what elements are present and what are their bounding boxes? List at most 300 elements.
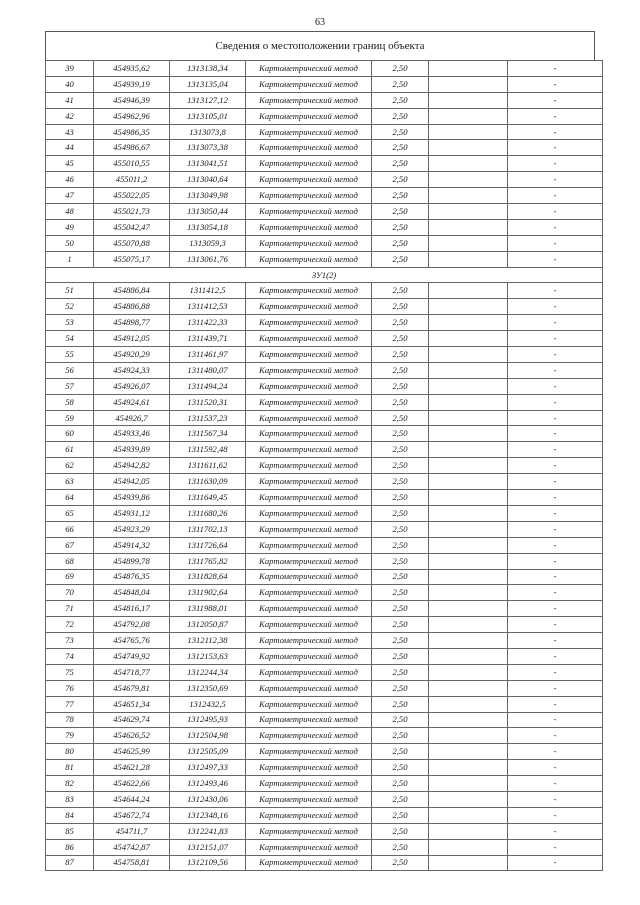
coordinate-y-cell: 1311702,13 xyxy=(170,521,246,537)
page-number: 63 xyxy=(315,17,325,28)
coordinate-y-cell: 1313061,76 xyxy=(170,251,246,267)
coordinate-x-cell: 454758,81 xyxy=(94,855,170,871)
point-number-cell: 61 xyxy=(46,442,94,458)
method-cell: Картометрический метод xyxy=(246,61,372,77)
coordinate-x-cell: 454622,66 xyxy=(94,776,170,792)
empty-cell xyxy=(429,426,508,442)
point-number-cell: 68 xyxy=(46,553,94,569)
coordinate-x-cell: 454986,67 xyxy=(94,140,170,156)
method-cell: Картометрический метод xyxy=(246,76,372,92)
coordinate-x-cell: 454629,74 xyxy=(94,712,170,728)
empty-cell xyxy=(429,664,508,680)
method-cell: Картометрический метод xyxy=(246,855,372,871)
method-cell: Картометрический метод xyxy=(246,140,372,156)
empty-cell xyxy=(429,362,508,378)
description-cell: - xyxy=(508,791,603,807)
accuracy-cell: 2,50 xyxy=(372,442,429,458)
coordinate-x-cell: 454962,96 xyxy=(94,108,170,124)
empty-cell xyxy=(429,696,508,712)
point-number-cell: 82 xyxy=(46,776,94,792)
description-cell: - xyxy=(508,633,603,649)
table-row xyxy=(46,601,603,617)
accuracy-cell: 2,50 xyxy=(372,617,429,633)
description-cell: - xyxy=(508,537,603,553)
description-cell: - xyxy=(508,855,603,871)
point-number-cell: 75 xyxy=(46,664,94,680)
coordinate-x-cell: 454679,81 xyxy=(94,680,170,696)
method-cell: Картометрический метод xyxy=(246,251,372,267)
description-cell: - xyxy=(508,188,603,204)
point-number-cell: 63 xyxy=(46,474,94,490)
point-number-cell: 67 xyxy=(46,537,94,553)
accuracy-cell: 2,50 xyxy=(372,712,429,728)
point-number-cell: 42 xyxy=(46,108,94,124)
description-cell: - xyxy=(508,76,603,92)
point-number-cell: 85 xyxy=(46,823,94,839)
method-cell: Картометрический метод xyxy=(246,362,372,378)
table-row xyxy=(46,505,603,521)
accuracy-cell: 2,50 xyxy=(372,410,429,426)
table-row xyxy=(46,633,603,649)
point-number-cell: 74 xyxy=(46,648,94,664)
coordinate-x-cell: 455021,73 xyxy=(94,204,170,220)
description-cell: - xyxy=(508,505,603,521)
point-number-cell: 80 xyxy=(46,744,94,760)
coordinates-table xyxy=(45,60,603,871)
point-number-cell: 55 xyxy=(46,347,94,363)
description-cell: - xyxy=(508,474,603,490)
table-row xyxy=(46,617,603,633)
point-number-cell: 47 xyxy=(46,188,94,204)
coordinate-y-cell: 1311828,64 xyxy=(170,569,246,585)
description-cell: - xyxy=(508,410,603,426)
description-cell: - xyxy=(508,648,603,664)
table-row xyxy=(46,61,603,77)
empty-cell xyxy=(429,283,508,299)
coordinate-y-cell: 1313054,18 xyxy=(170,219,246,235)
empty-cell xyxy=(429,505,508,521)
method-cell: Картометрический метод xyxy=(246,124,372,140)
description-cell: - xyxy=(508,61,603,77)
coordinate-y-cell: 1312430,06 xyxy=(170,791,246,807)
coordinate-x-cell: 454939,86 xyxy=(94,490,170,506)
accuracy-cell: 2,50 xyxy=(372,251,429,267)
method-cell: Картометрический метод xyxy=(246,569,372,585)
accuracy-cell: 2,50 xyxy=(372,760,429,776)
description-cell: - xyxy=(508,283,603,299)
empty-cell xyxy=(429,791,508,807)
method-cell: Картометрический метод xyxy=(246,204,372,220)
accuracy-cell: 2,50 xyxy=(372,823,429,839)
description-cell: - xyxy=(508,140,603,156)
coordinate-y-cell: 1312497,33 xyxy=(170,760,246,776)
description-cell: - xyxy=(508,331,603,347)
empty-cell xyxy=(429,188,508,204)
table-row xyxy=(46,378,603,394)
coordinate-y-cell: 1313059,3 xyxy=(170,235,246,251)
accuracy-cell: 2,50 xyxy=(372,696,429,712)
accuracy-cell: 2,50 xyxy=(372,378,429,394)
coordinate-y-cell: 1311611,62 xyxy=(170,458,246,474)
point-number-cell: 69 xyxy=(46,569,94,585)
accuracy-cell: 2,50 xyxy=(372,92,429,108)
method-cell: Картометрический метод xyxy=(246,680,372,696)
coordinate-y-cell: 1311902,64 xyxy=(170,585,246,601)
point-number-cell: 58 xyxy=(46,394,94,410)
point-number-cell: 73 xyxy=(46,633,94,649)
coordinate-x-cell: 454923,29 xyxy=(94,521,170,537)
accuracy-cell: 2,50 xyxy=(372,728,429,744)
coordinate-x-cell: 454792,08 xyxy=(94,617,170,633)
coordinate-x-cell: 454711,7 xyxy=(94,823,170,839)
method-cell: Картометрический метод xyxy=(246,378,372,394)
table-row xyxy=(46,490,603,506)
point-number-cell: 43 xyxy=(46,124,94,140)
accuracy-cell: 2,50 xyxy=(372,569,429,585)
table-row xyxy=(46,807,603,823)
table-row xyxy=(46,219,603,235)
coordinate-x-cell: 454886,84 xyxy=(94,283,170,299)
point-number-cell: 46 xyxy=(46,172,94,188)
table-row xyxy=(46,92,603,108)
point-number-cell: 84 xyxy=(46,807,94,823)
coordinate-x-cell: 454939,89 xyxy=(94,442,170,458)
empty-cell xyxy=(429,442,508,458)
empty-cell xyxy=(429,521,508,537)
table-row xyxy=(46,331,603,347)
accuracy-cell: 2,50 xyxy=(372,648,429,664)
method-cell: Картометрический метод xyxy=(246,505,372,521)
table-row xyxy=(46,124,603,140)
method-cell: Картометрический метод xyxy=(246,728,372,744)
table-row xyxy=(46,410,603,426)
description-cell: - xyxy=(508,378,603,394)
coordinate-x-cell: 454914,32 xyxy=(94,537,170,553)
empty-cell xyxy=(429,553,508,569)
table-row xyxy=(46,855,603,871)
method-cell: Картометрический метод xyxy=(246,92,372,108)
method-cell: Картометрический метод xyxy=(246,188,372,204)
coordinate-y-cell: 1313105,01 xyxy=(170,108,246,124)
empty-cell xyxy=(429,617,508,633)
coordinate-x-cell: 454935,62 xyxy=(94,61,170,77)
method-cell: Картометрический метод xyxy=(246,776,372,792)
coordinate-y-cell: 1312495,93 xyxy=(170,712,246,728)
coordinate-x-cell: 454926,07 xyxy=(94,378,170,394)
coordinate-y-cell: 1311520,31 xyxy=(170,394,246,410)
point-number-cell: 48 xyxy=(46,204,94,220)
empty-cell xyxy=(429,585,508,601)
coordinate-y-cell: 1313127,12 xyxy=(170,92,246,108)
table-row xyxy=(46,76,603,92)
accuracy-cell: 2,50 xyxy=(372,108,429,124)
accuracy-cell: 2,50 xyxy=(372,680,429,696)
table-row xyxy=(46,474,603,490)
accuracy-cell: 2,50 xyxy=(372,839,429,855)
coordinate-y-cell: 1312241,83 xyxy=(170,823,246,839)
point-number-cell: 64 xyxy=(46,490,94,506)
coordinate-x-cell: 454621,28 xyxy=(94,760,170,776)
accuracy-cell: 2,50 xyxy=(372,855,429,871)
coordinate-x-cell: 455042,47 xyxy=(94,219,170,235)
coordinate-y-cell: 1313050,44 xyxy=(170,204,246,220)
accuracy-cell: 2,50 xyxy=(372,521,429,537)
accuracy-cell: 2,50 xyxy=(372,505,429,521)
coordinate-x-cell: 455075,17 xyxy=(94,251,170,267)
method-cell: Картометрический метод xyxy=(246,394,372,410)
coordinate-x-cell: 455022,05 xyxy=(94,188,170,204)
coordinate-x-cell: 454816,17 xyxy=(94,601,170,617)
table-row xyxy=(46,569,603,585)
empty-cell xyxy=(429,331,508,347)
accuracy-cell: 2,50 xyxy=(372,76,429,92)
empty-cell xyxy=(429,823,508,839)
coordinate-y-cell: 1312432,5 xyxy=(170,696,246,712)
coordinate-x-cell: 454672,74 xyxy=(94,807,170,823)
empty-cell xyxy=(429,235,508,251)
description-cell: - xyxy=(508,124,603,140)
table-row xyxy=(46,664,603,680)
coordinate-y-cell: 1312348,16 xyxy=(170,807,246,823)
point-number-cell: 49 xyxy=(46,219,94,235)
coordinate-x-cell: 454626,52 xyxy=(94,728,170,744)
table-row xyxy=(46,458,603,474)
table-row xyxy=(46,744,603,760)
description-cell: - xyxy=(508,490,603,506)
method-cell: Картометрический метод xyxy=(246,791,372,807)
point-number-cell: 50 xyxy=(46,235,94,251)
description-cell: - xyxy=(508,108,603,124)
coordinate-y-cell: 1313049,98 xyxy=(170,188,246,204)
coordinate-y-cell: 1312050,87 xyxy=(170,617,246,633)
coordinate-y-cell: 1311630,09 xyxy=(170,474,246,490)
coordinate-y-cell: 1311765,82 xyxy=(170,553,246,569)
empty-cell xyxy=(429,251,508,267)
point-number-cell: 57 xyxy=(46,378,94,394)
empty-cell xyxy=(429,410,508,426)
coordinate-y-cell: 1312244,34 xyxy=(170,664,246,680)
point-number-cell: 62 xyxy=(46,458,94,474)
accuracy-cell: 2,50 xyxy=(372,331,429,347)
table-row xyxy=(46,553,603,569)
coordinate-x-cell: 455010,55 xyxy=(94,156,170,172)
accuracy-cell: 2,50 xyxy=(372,458,429,474)
method-cell: Картометрический метод xyxy=(246,283,372,299)
method-cell: Картометрический метод xyxy=(246,601,372,617)
description-cell: - xyxy=(508,585,603,601)
coordinate-x-cell: 454765,76 xyxy=(94,633,170,649)
table-row xyxy=(46,394,603,410)
point-number-cell: 41 xyxy=(46,92,94,108)
coordinate-y-cell: 1311537,23 xyxy=(170,410,246,426)
table-row xyxy=(46,283,603,299)
point-number-cell: 79 xyxy=(46,728,94,744)
point-number-cell: 1 xyxy=(46,251,94,267)
point-number-cell: 78 xyxy=(46,712,94,728)
description-cell: - xyxy=(508,172,603,188)
empty-cell xyxy=(429,537,508,553)
coordinate-x-cell: 454931,12 xyxy=(94,505,170,521)
coordinate-y-cell: 1311439,71 xyxy=(170,331,246,347)
coordinate-y-cell: 1311680,26 xyxy=(170,505,246,521)
method-cell: Картометрический метод xyxy=(246,315,372,331)
method-cell: Картометрический метод xyxy=(246,585,372,601)
coordinate-x-cell: 454898,77 xyxy=(94,315,170,331)
point-number-cell: 53 xyxy=(46,315,94,331)
description-cell: - xyxy=(508,696,603,712)
description-cell: - xyxy=(508,92,603,108)
empty-cell xyxy=(429,172,508,188)
method-cell: Картометрический метод xyxy=(246,474,372,490)
table-row xyxy=(46,696,603,712)
table-row xyxy=(46,712,603,728)
accuracy-cell: 2,50 xyxy=(372,172,429,188)
method-cell: Картометрический метод xyxy=(246,490,372,506)
empty-cell xyxy=(429,680,508,696)
table-row xyxy=(46,728,603,744)
point-number-cell: 71 xyxy=(46,601,94,617)
empty-cell xyxy=(429,458,508,474)
coordinate-x-cell: 455070,88 xyxy=(94,235,170,251)
accuracy-cell: 2,50 xyxy=(372,585,429,601)
table-row xyxy=(46,235,603,251)
coordinate-y-cell: 1311726,64 xyxy=(170,537,246,553)
coordinate-x-cell: 454942,05 xyxy=(94,474,170,490)
coordinate-x-cell: 454848,04 xyxy=(94,585,170,601)
accuracy-cell: 2,50 xyxy=(372,299,429,315)
method-cell: Картометрический метод xyxy=(246,410,372,426)
description-cell: - xyxy=(508,362,603,378)
coordinate-y-cell: 1311592,48 xyxy=(170,442,246,458)
accuracy-cell: 2,50 xyxy=(372,664,429,680)
empty-cell xyxy=(429,855,508,871)
table-row xyxy=(46,362,603,378)
table-row xyxy=(46,537,603,553)
accuracy-cell: 2,50 xyxy=(372,347,429,363)
coordinate-y-cell: 1313073,8 xyxy=(170,124,246,140)
description-cell: - xyxy=(508,394,603,410)
method-cell: Картометрический метод xyxy=(246,108,372,124)
point-number-cell: 45 xyxy=(46,156,94,172)
accuracy-cell: 2,50 xyxy=(372,490,429,506)
empty-cell xyxy=(429,299,508,315)
coordinate-y-cell: 1311480,07 xyxy=(170,362,246,378)
method-cell: Картометрический метод xyxy=(246,823,372,839)
table-row xyxy=(46,521,603,537)
method-cell: Картометрический метод xyxy=(246,696,372,712)
accuracy-cell: 2,50 xyxy=(372,426,429,442)
point-number-cell: 87 xyxy=(46,855,94,871)
description-cell: - xyxy=(508,776,603,792)
coordinate-y-cell: 1313040,64 xyxy=(170,172,246,188)
method-cell: Картометрический метод xyxy=(246,537,372,553)
point-number-cell: 39 xyxy=(46,61,94,77)
coordinate-y-cell: 1312493,46 xyxy=(170,776,246,792)
empty-cell xyxy=(429,61,508,77)
coordinate-x-cell: 454920,29 xyxy=(94,347,170,363)
point-number-cell: 81 xyxy=(46,760,94,776)
coordinate-x-cell: 454644,24 xyxy=(94,791,170,807)
accuracy-cell: 2,50 xyxy=(372,235,429,251)
coordinate-y-cell: 1311412,5 xyxy=(170,283,246,299)
accuracy-cell: 2,50 xyxy=(372,474,429,490)
coordinate-y-cell: 1312151,07 xyxy=(170,839,246,855)
point-number-cell: 60 xyxy=(46,426,94,442)
point-number-cell: 86 xyxy=(46,839,94,855)
description-cell: - xyxy=(508,760,603,776)
accuracy-cell: 2,50 xyxy=(372,124,429,140)
coordinate-x-cell: 454942,82 xyxy=(94,458,170,474)
table-row xyxy=(46,156,603,172)
table-row xyxy=(46,140,603,156)
method-cell: Картометрический метод xyxy=(246,760,372,776)
coordinate-x-cell: 454749,92 xyxy=(94,648,170,664)
empty-cell xyxy=(429,76,508,92)
accuracy-cell: 2,50 xyxy=(372,776,429,792)
point-number-cell: 54 xyxy=(46,331,94,347)
section-label: ЗУ1(2) xyxy=(46,267,603,283)
accuracy-cell: 2,50 xyxy=(372,744,429,760)
description-cell: - xyxy=(508,601,603,617)
coordinate-y-cell: 1312350,69 xyxy=(170,680,246,696)
method-cell: Картометрический метод xyxy=(246,347,372,363)
coordinate-y-cell: 1311412,53 xyxy=(170,299,246,315)
table-row xyxy=(46,680,603,696)
method-cell: Картометрический метод xyxy=(246,458,372,474)
coordinate-y-cell: 1312153,63 xyxy=(170,648,246,664)
description-cell: - xyxy=(508,553,603,569)
table-row xyxy=(46,347,603,363)
coordinate-x-cell: 454899,78 xyxy=(94,553,170,569)
coordinate-x-cell: 454625,99 xyxy=(94,744,170,760)
description-cell: - xyxy=(508,680,603,696)
coordinate-x-cell: 454939,19 xyxy=(94,76,170,92)
point-number-cell: 76 xyxy=(46,680,94,696)
method-cell: Картометрический метод xyxy=(246,331,372,347)
description-cell: - xyxy=(508,521,603,537)
description-cell: - xyxy=(508,156,603,172)
table-row xyxy=(46,791,603,807)
coordinate-x-cell: 454876,35 xyxy=(94,569,170,585)
coordinate-y-cell: 1313041,51 xyxy=(170,156,246,172)
coordinate-x-cell: 454718,77 xyxy=(94,664,170,680)
section-row xyxy=(46,267,603,283)
accuracy-cell: 2,50 xyxy=(372,601,429,617)
coordinate-y-cell: 1312504,98 xyxy=(170,728,246,744)
accuracy-cell: 2,50 xyxy=(372,553,429,569)
table-row xyxy=(46,839,603,855)
accuracy-cell: 2,50 xyxy=(372,315,429,331)
accuracy-cell: 2,50 xyxy=(372,283,429,299)
empty-cell xyxy=(429,92,508,108)
point-number-cell: 40 xyxy=(46,76,94,92)
method-cell: Картометрический метод xyxy=(246,156,372,172)
coordinates-table-body xyxy=(46,61,603,871)
empty-cell xyxy=(429,633,508,649)
point-number-cell: 83 xyxy=(46,791,94,807)
method-cell: Картометрический метод xyxy=(246,664,372,680)
point-number-cell: 66 xyxy=(46,521,94,537)
accuracy-cell: 2,50 xyxy=(372,633,429,649)
table-title: Сведения о местоположении границ объекта xyxy=(45,31,595,60)
empty-cell xyxy=(429,490,508,506)
empty-cell xyxy=(429,776,508,792)
accuracy-cell: 2,50 xyxy=(372,188,429,204)
description-cell: - xyxy=(508,204,603,220)
method-cell: Картометрический метод xyxy=(246,235,372,251)
description-cell: - xyxy=(508,458,603,474)
empty-cell xyxy=(429,219,508,235)
